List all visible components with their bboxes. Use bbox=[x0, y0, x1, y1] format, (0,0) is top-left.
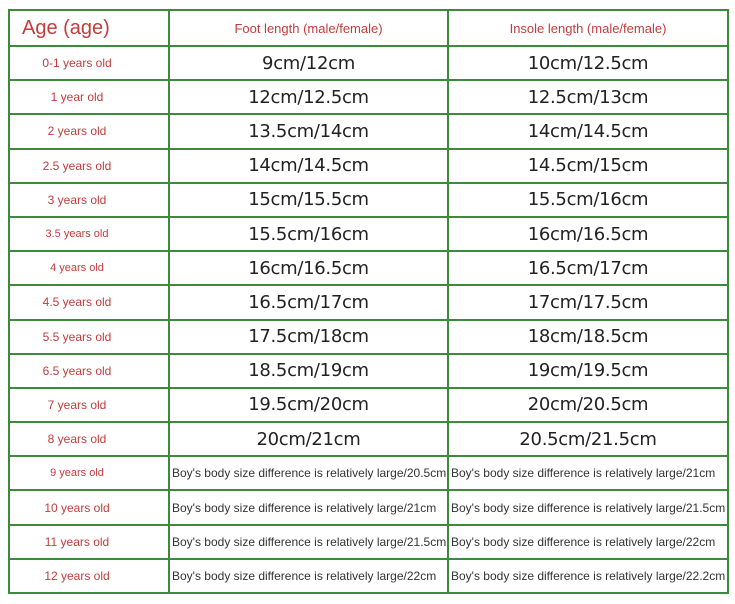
table-row bbox=[9, 80, 728, 114]
insole-length-cell: Boy's body size difference is relatively large/22.2cm bbox=[448, 559, 728, 593]
age-cell: 8 years old bbox=[9, 422, 169, 456]
insole-length-cell: Boy's body size difference is relatively large/21.5cm bbox=[448, 490, 728, 524]
table-row bbox=[9, 46, 728, 80]
age-cell: 6.5 years old bbox=[9, 354, 169, 388]
table-row bbox=[9, 456, 728, 490]
foot-length-cell: 18.5cm/19cm bbox=[169, 354, 448, 388]
foot-length-cell: 15cm/15.5cm bbox=[169, 183, 448, 217]
insole-length-cell: 14.5cm/15cm bbox=[448, 149, 728, 183]
insole-length-cell: 19cm/19.5cm bbox=[448, 354, 728, 388]
foot-length-cell: Boy's body size difference is relatively large/20.5cm bbox=[169, 456, 448, 490]
foot-length-cell: 16.5cm/17cm bbox=[169, 285, 448, 319]
insole-length-cell: 16.5cm/17cm bbox=[448, 251, 728, 285]
table-row bbox=[9, 217, 728, 251]
table-row bbox=[9, 183, 728, 217]
insole-length-cell: 17cm/17.5cm bbox=[448, 285, 728, 319]
age-cell: 5.5 years old bbox=[9, 320, 169, 354]
foot-length-cell: 9cm/12cm bbox=[169, 46, 448, 80]
table-row bbox=[9, 114, 728, 148]
age-cell: 12 years old bbox=[9, 559, 169, 593]
age-cell: 1 year old bbox=[9, 80, 169, 114]
table-row bbox=[9, 149, 728, 183]
insole-length-cell: Boy's body size difference is relatively large/21cm bbox=[448, 456, 728, 490]
foot-length-cell: 15.5cm/16cm bbox=[169, 217, 448, 251]
age-cell: 0-1 years old bbox=[9, 46, 169, 80]
age-cell: 2 years old bbox=[9, 114, 169, 148]
table-row bbox=[9, 490, 728, 524]
insole-length-cell: 15.5cm/16cm bbox=[448, 183, 728, 217]
table-row bbox=[9, 251, 728, 285]
insole-length-cell: Boy's body size difference is relatively large/22cm bbox=[448, 525, 728, 559]
foot-length-cell: 20cm/21cm bbox=[169, 422, 448, 456]
header-age: Age (age) bbox=[9, 10, 169, 46]
shoe-size-table bbox=[8, 9, 729, 594]
foot-length-cell: 19.5cm/20cm bbox=[169, 388, 448, 422]
insole-length-cell: 16cm/16.5cm bbox=[448, 217, 728, 251]
table-row bbox=[9, 354, 728, 388]
insole-length-cell: 18cm/18.5cm bbox=[448, 320, 728, 354]
foot-length-cell: 14cm/14.5cm bbox=[169, 149, 448, 183]
header-foot-length: Foot length (male/female) bbox=[169, 10, 448, 46]
foot-length-cell: 12cm/12.5cm bbox=[169, 80, 448, 114]
table-row bbox=[9, 422, 728, 456]
foot-length-cell: Boy's body size difference is relatively large/21.5cm bbox=[169, 525, 448, 559]
age-cell: 4 years old bbox=[9, 251, 169, 285]
age-cell: 3 years old bbox=[9, 183, 169, 217]
age-cell: 3.5 years old bbox=[9, 217, 169, 251]
table-row bbox=[9, 285, 728, 319]
age-cell: 4.5 years old bbox=[9, 285, 169, 319]
table-row bbox=[9, 320, 728, 354]
header-insole-length: Insole length (male/female) bbox=[448, 10, 728, 46]
foot-length-cell: 13.5cm/14cm bbox=[169, 114, 448, 148]
insole-length-cell: 20.5cm/21.5cm bbox=[448, 422, 728, 456]
foot-length-cell: 16cm/16.5cm bbox=[169, 251, 448, 285]
table-row bbox=[9, 559, 728, 593]
insole-length-cell: 20cm/20.5cm bbox=[448, 388, 728, 422]
table-row bbox=[9, 388, 728, 422]
insole-length-cell: 12.5cm/13cm bbox=[448, 80, 728, 114]
table-row bbox=[9, 525, 728, 559]
table-header-row bbox=[9, 10, 728, 46]
foot-length-cell: 17.5cm/18cm bbox=[169, 320, 448, 354]
age-cell: 7 years old bbox=[9, 388, 169, 422]
age-cell: 10 years old bbox=[9, 490, 169, 524]
insole-length-cell: 14cm/14.5cm bbox=[448, 114, 728, 148]
age-cell: 9 years old bbox=[9, 456, 169, 490]
age-cell: 11 years old bbox=[9, 525, 169, 559]
insole-length-cell: 10cm/12.5cm bbox=[448, 46, 728, 80]
age-cell: 2.5 years old bbox=[9, 149, 169, 183]
foot-length-cell: Boy's body size difference is relatively large/21cm bbox=[169, 490, 448, 524]
foot-length-cell: Boy's body size difference is relatively large/22cm bbox=[169, 559, 448, 593]
